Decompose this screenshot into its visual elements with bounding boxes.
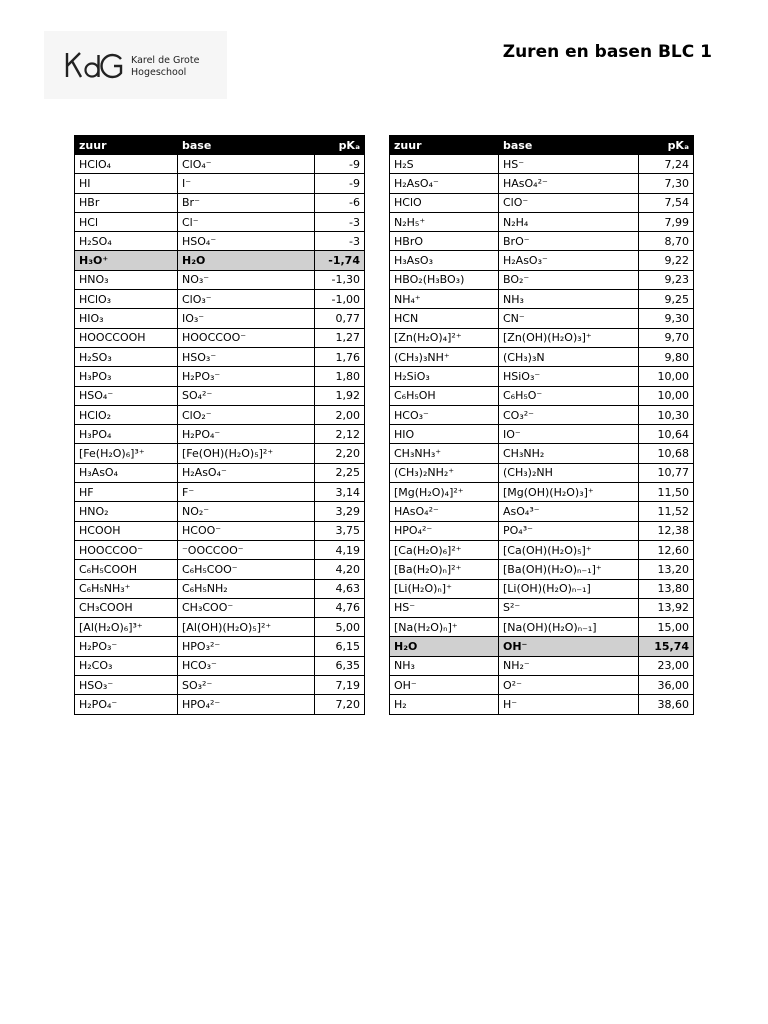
base-cell: CH₃COO⁻ bbox=[178, 598, 315, 617]
acid-cell: HIO₃ bbox=[75, 309, 178, 328]
base-cell: CN⁻ bbox=[499, 309, 639, 328]
table-row bbox=[390, 328, 694, 347]
pka-cell: 10,77 bbox=[639, 463, 694, 482]
table-row bbox=[75, 463, 365, 482]
acid-cell: HNO₂ bbox=[75, 502, 178, 521]
base-cell: HSO₄⁻ bbox=[178, 232, 315, 251]
base-cell: S²⁻ bbox=[499, 598, 639, 617]
table-row bbox=[75, 405, 365, 424]
acid-cell: HF bbox=[75, 483, 178, 502]
acid-cell: HI bbox=[75, 174, 178, 193]
base-cell: HSO₃⁻ bbox=[178, 347, 315, 366]
table-row bbox=[75, 695, 365, 714]
base-cell: NO₃⁻ bbox=[178, 270, 315, 289]
acid-cell: C₆H₅NH₃⁺ bbox=[75, 579, 178, 598]
acid-cell: C₆H₅OH bbox=[390, 386, 499, 405]
pka-cell: 4,20 bbox=[315, 560, 365, 579]
base-cell: Br⁻ bbox=[178, 193, 315, 212]
table-header-row bbox=[390, 136, 694, 155]
table-row bbox=[75, 444, 365, 463]
pka-cell: 9,23 bbox=[639, 270, 694, 289]
pka-cell: 13,20 bbox=[639, 560, 694, 579]
kdg-logo-mark bbox=[64, 51, 124, 79]
base-cell: NH₃ bbox=[499, 290, 639, 309]
pka-cell: 12,38 bbox=[639, 521, 694, 540]
pka-cell: 9,22 bbox=[639, 251, 694, 270]
table-row bbox=[390, 232, 694, 251]
pka-cell: 4,76 bbox=[315, 598, 365, 617]
pka-cell: 2,20 bbox=[315, 444, 365, 463]
pka-cell: 11,52 bbox=[639, 502, 694, 521]
header-base: base bbox=[178, 136, 315, 155]
table-row bbox=[75, 540, 365, 559]
pka-cell: 12,60 bbox=[639, 540, 694, 559]
base-cell: NH₂⁻ bbox=[499, 656, 639, 675]
acid-cell: H₃PO₄ bbox=[75, 425, 178, 444]
base-cell: ClO₄⁻ bbox=[178, 155, 315, 174]
pka-cell: -3 bbox=[315, 212, 365, 231]
acid-cell: H₂SiO₃ bbox=[390, 367, 499, 386]
table-row bbox=[75, 290, 365, 309]
pka-table-right bbox=[389, 135, 694, 715]
base-cell: IO₃⁻ bbox=[178, 309, 315, 328]
table-row bbox=[390, 521, 694, 540]
base-cell: H₂O bbox=[178, 251, 315, 270]
pka-cell: 9,70 bbox=[639, 328, 694, 347]
pka-cell: 3,14 bbox=[315, 483, 365, 502]
pka-cell: 6,35 bbox=[315, 656, 365, 675]
table-row bbox=[75, 637, 365, 656]
pka-cell: -1,30 bbox=[315, 270, 365, 289]
pka-table-left bbox=[74, 135, 365, 715]
pka-cell: -1,74 bbox=[315, 251, 365, 270]
base-cell: (CH₃)₂NH bbox=[499, 463, 639, 482]
base-cell: HCOO⁻ bbox=[178, 521, 315, 540]
base-cell: [Ca(OH)(H₂O)₅]⁺ bbox=[499, 540, 639, 559]
acid-cell: HAsO₄²⁻ bbox=[390, 502, 499, 521]
acid-cell: OH⁻ bbox=[390, 676, 499, 695]
table-row bbox=[75, 656, 365, 675]
acid-cell: NH₄⁺ bbox=[390, 290, 499, 309]
table-row bbox=[390, 290, 694, 309]
base-cell: PO₄³⁻ bbox=[499, 521, 639, 540]
base-cell: HSiO₃⁻ bbox=[499, 367, 639, 386]
table-row bbox=[75, 425, 365, 444]
table-row bbox=[390, 618, 694, 637]
table-row bbox=[75, 598, 365, 617]
base-cell: NO₂⁻ bbox=[178, 502, 315, 521]
base-cell: H⁻ bbox=[499, 695, 639, 714]
acid-cell: H₃AsO₄ bbox=[75, 463, 178, 482]
table-row bbox=[390, 309, 694, 328]
base-cell: N₂H₄ bbox=[499, 212, 639, 231]
pka-cell: 9,25 bbox=[639, 290, 694, 309]
base-cell: O²⁻ bbox=[499, 676, 639, 695]
table-row bbox=[390, 676, 694, 695]
acid-cell: H₃AsO₃ bbox=[390, 251, 499, 270]
acid-cell: HCO₃⁻ bbox=[390, 405, 499, 424]
pka-cell: 38,60 bbox=[639, 695, 694, 714]
base-cell: H₂PO₃⁻ bbox=[178, 367, 315, 386]
base-cell: CH₃NH₂ bbox=[499, 444, 639, 463]
base-cell: H₂AsO₃⁻ bbox=[499, 251, 639, 270]
base-cell: [Ba(OH)(H₂O)ₙ₋₁]⁺ bbox=[499, 560, 639, 579]
pka-cell: 10,64 bbox=[639, 425, 694, 444]
pka-cell: 7,19 bbox=[315, 676, 365, 695]
pka-cell: 1,92 bbox=[315, 386, 365, 405]
acid-cell: CH₃COOH bbox=[75, 598, 178, 617]
base-cell: HOOCCOO⁻ bbox=[178, 328, 315, 347]
header-acid: zuur bbox=[390, 136, 499, 155]
pka-cell: -1,00 bbox=[315, 290, 365, 309]
table-row bbox=[390, 579, 694, 598]
acid-cell: [Ca(H₂O)₆]²⁺ bbox=[390, 540, 499, 559]
pka-cell: 15,00 bbox=[639, 618, 694, 637]
pka-cell: 4,19 bbox=[315, 540, 365, 559]
base-cell: [Zn(OH)(H₂O)₃]⁺ bbox=[499, 328, 639, 347]
pka-cell: 6,15 bbox=[315, 637, 365, 656]
acid-cell: HPO₄²⁻ bbox=[390, 521, 499, 540]
base-cell: SO₄²⁻ bbox=[178, 386, 315, 405]
pka-cell: 7,20 bbox=[315, 695, 365, 714]
base-cell: SO₃²⁻ bbox=[178, 676, 315, 695]
base-cell: HPO₃²⁻ bbox=[178, 637, 315, 656]
table-row bbox=[390, 155, 694, 174]
header-acid: zuur bbox=[75, 136, 178, 155]
table-row bbox=[390, 483, 694, 502]
base-cell: ClO⁻ bbox=[499, 193, 639, 212]
acid-cell: H₂O bbox=[390, 637, 499, 656]
base-cell: BrO⁻ bbox=[499, 232, 639, 251]
acid-cell: H₂PO₄⁻ bbox=[75, 695, 178, 714]
table-row bbox=[390, 174, 694, 193]
table-row bbox=[390, 193, 694, 212]
pka-cell: 15,74 bbox=[639, 637, 694, 656]
table-row bbox=[390, 560, 694, 579]
pka-cell: 3,29 bbox=[315, 502, 365, 521]
table-row bbox=[75, 347, 365, 366]
base-cell: H₂AsO₄⁻ bbox=[178, 463, 315, 482]
table-row bbox=[390, 637, 694, 656]
table-row bbox=[75, 367, 365, 386]
acid-cell: CH₃NH₃⁺ bbox=[390, 444, 499, 463]
base-cell: [Na(OH)(H₂O)ₙ₋₁] bbox=[499, 618, 639, 637]
table-row bbox=[390, 425, 694, 444]
logo-line-2: Hogeschool bbox=[131, 67, 187, 78]
base-cell: F⁻ bbox=[178, 483, 315, 502]
acid-cell: HClO bbox=[390, 193, 499, 212]
table-row bbox=[75, 251, 365, 270]
acid-cell: HClO₂ bbox=[75, 405, 178, 424]
table-row bbox=[390, 405, 694, 424]
table-row bbox=[75, 328, 365, 347]
acid-cell: H₃PO₃ bbox=[75, 367, 178, 386]
header-base: base bbox=[499, 136, 639, 155]
base-cell: C₆H₅COO⁻ bbox=[178, 560, 315, 579]
pka-cell: 3,75 bbox=[315, 521, 365, 540]
pka-cell: 13,80 bbox=[639, 579, 694, 598]
table-row bbox=[390, 367, 694, 386]
acid-cell: HBrO bbox=[390, 232, 499, 251]
acid-cell: [Ba(H₂O)ₙ]²⁺ bbox=[390, 560, 499, 579]
acid-cell: HOOCCOOH bbox=[75, 328, 178, 347]
pka-cell: 5,00 bbox=[315, 618, 365, 637]
acid-cell: H₃O⁺ bbox=[75, 251, 178, 270]
acid-cell: (CH₃)₂NH₂⁺ bbox=[390, 463, 499, 482]
acid-cell: NH₃ bbox=[390, 656, 499, 675]
pka-cell: 2,00 bbox=[315, 405, 365, 424]
table-row bbox=[390, 502, 694, 521]
acid-cell: HOOCCOO⁻ bbox=[75, 540, 178, 559]
table-row bbox=[390, 251, 694, 270]
base-cell: [Li(OH)(H₂O)ₙ₋₁] bbox=[499, 579, 639, 598]
pka-cell: 10,68 bbox=[639, 444, 694, 463]
base-cell: C₆H₅O⁻ bbox=[499, 386, 639, 405]
table-row bbox=[390, 656, 694, 675]
acid-cell: (CH₃)₃NH⁺ bbox=[390, 347, 499, 366]
acid-cell: [Li(H₂O)ₙ]⁺ bbox=[390, 579, 499, 598]
kdg-logo bbox=[44, 31, 227, 99]
table-row bbox=[390, 212, 694, 231]
pka-cell: 11,50 bbox=[639, 483, 694, 502]
table-row bbox=[75, 579, 365, 598]
acid-cell: HSO₄⁻ bbox=[75, 386, 178, 405]
pka-cell: -9 bbox=[315, 155, 365, 174]
pka-cell: 9,80 bbox=[639, 347, 694, 366]
acid-cell: H₂SO₄ bbox=[75, 232, 178, 251]
pka-cell: 1,80 bbox=[315, 367, 365, 386]
base-cell: HPO₄²⁻ bbox=[178, 695, 315, 714]
base-cell: [Mg(OH)(H₂O)₃]⁺ bbox=[499, 483, 639, 502]
pka-cell: 10,00 bbox=[639, 386, 694, 405]
acid-cell: [Mg(H₂O)₄]²⁺ bbox=[390, 483, 499, 502]
pka-cell: 10,00 bbox=[639, 367, 694, 386]
table-row bbox=[390, 270, 694, 289]
base-cell: HAsO₄²⁻ bbox=[499, 174, 639, 193]
page-title: Zuren en basen BLC 1 bbox=[502, 42, 712, 62]
base-cell: AsO₄³⁻ bbox=[499, 502, 639, 521]
table-row bbox=[75, 309, 365, 328]
header-pka: pKₐ bbox=[315, 136, 365, 155]
table-row bbox=[75, 560, 365, 579]
table-row bbox=[390, 598, 694, 617]
acid-cell: H₂AsO₄⁻ bbox=[390, 174, 499, 193]
acid-cell: H₂SO₃ bbox=[75, 347, 178, 366]
acid-cell: HClO₄ bbox=[75, 155, 178, 174]
logo-text bbox=[131, 55, 199, 79]
acid-cell: H₂PO₃⁻ bbox=[75, 637, 178, 656]
acid-cell: HIO bbox=[390, 425, 499, 444]
table-row bbox=[390, 540, 694, 559]
acid-cell: H₂S bbox=[390, 155, 499, 174]
pka-cell: 1,76 bbox=[315, 347, 365, 366]
acid-cell: HBr bbox=[75, 193, 178, 212]
base-cell: HCO₃⁻ bbox=[178, 656, 315, 675]
table-row bbox=[75, 618, 365, 637]
pka-cell: 7,24 bbox=[639, 155, 694, 174]
acid-cell: HBO₂(H₃BO₃) bbox=[390, 270, 499, 289]
base-cell: [Fe(OH)(H₂O)₅]²⁺ bbox=[178, 444, 315, 463]
acid-cell: N₂H₅⁺ bbox=[390, 212, 499, 231]
base-cell: I⁻ bbox=[178, 174, 315, 193]
pka-cell: 0,77 bbox=[315, 309, 365, 328]
acid-cell: HSO₃⁻ bbox=[75, 676, 178, 695]
base-cell: Cl⁻ bbox=[178, 212, 315, 231]
base-cell: ⁻OOCCOO⁻ bbox=[178, 540, 315, 559]
pka-cell: 9,30 bbox=[639, 309, 694, 328]
table-row bbox=[75, 155, 365, 174]
acid-cell: [Zn(H₂O)₄]²⁺ bbox=[390, 328, 499, 347]
pka-cell: -9 bbox=[315, 174, 365, 193]
acid-cell: C₆H₅COOH bbox=[75, 560, 178, 579]
pka-cell: 8,70 bbox=[639, 232, 694, 251]
table-row bbox=[75, 676, 365, 695]
table-row bbox=[75, 193, 365, 212]
table-row bbox=[390, 463, 694, 482]
acid-cell: H₂ bbox=[390, 695, 499, 714]
pka-cell: 2,25 bbox=[315, 463, 365, 482]
pka-cell: 7,30 bbox=[639, 174, 694, 193]
base-cell: [Al(OH)(H₂O)₅]²⁺ bbox=[178, 618, 315, 637]
table-row bbox=[390, 695, 694, 714]
logo-line-1: Karel de Grote bbox=[131, 55, 200, 66]
table-header-row bbox=[75, 136, 365, 155]
pka-cell: 13,92 bbox=[639, 598, 694, 617]
base-cell: IO⁻ bbox=[499, 425, 639, 444]
base-cell: BO₂⁻ bbox=[499, 270, 639, 289]
table-row bbox=[75, 521, 365, 540]
base-cell: C₆H₅NH₂ bbox=[178, 579, 315, 598]
base-cell: ClO₃⁻ bbox=[178, 290, 315, 309]
table-row bbox=[390, 444, 694, 463]
acid-cell: [Na(H₂O)ₙ]⁺ bbox=[390, 618, 499, 637]
acid-cell: HCN bbox=[390, 309, 499, 328]
pka-cell: 7,54 bbox=[639, 193, 694, 212]
table-row bbox=[75, 232, 365, 251]
table-row bbox=[75, 174, 365, 193]
table-row bbox=[75, 483, 365, 502]
acid-cell: HCOOH bbox=[75, 521, 178, 540]
base-cell: CO₃²⁻ bbox=[499, 405, 639, 424]
base-cell: ClO₂⁻ bbox=[178, 405, 315, 424]
acid-cell: H₂CO₃ bbox=[75, 656, 178, 675]
table-row bbox=[75, 386, 365, 405]
pka-cell: 2,12 bbox=[315, 425, 365, 444]
table-row bbox=[390, 347, 694, 366]
header-pka: pKₐ bbox=[639, 136, 694, 155]
pka-cell: 23,00 bbox=[639, 656, 694, 675]
table-row bbox=[75, 270, 365, 289]
pka-cell: 1,27 bbox=[315, 328, 365, 347]
pka-cell: -3 bbox=[315, 232, 365, 251]
acid-cell: [Fe(H₂O)₆]³⁺ bbox=[75, 444, 178, 463]
acid-cell: HS⁻ bbox=[390, 598, 499, 617]
acid-cell: HNO₃ bbox=[75, 270, 178, 289]
pka-cell: 36,00 bbox=[639, 676, 694, 695]
table-row bbox=[75, 502, 365, 521]
pka-cell: 10,30 bbox=[639, 405, 694, 424]
base-cell: HS⁻ bbox=[499, 155, 639, 174]
base-cell: (CH₃)₃N bbox=[499, 347, 639, 366]
acid-cell: [Al(H₂O)₆]³⁺ bbox=[75, 618, 178, 637]
acid-cell: HCl bbox=[75, 212, 178, 231]
pka-cell: -6 bbox=[315, 193, 365, 212]
table-row bbox=[75, 212, 365, 231]
base-cell: OH⁻ bbox=[499, 637, 639, 656]
pka-cell: 4,63 bbox=[315, 579, 365, 598]
base-cell: H₂PO₄⁻ bbox=[178, 425, 315, 444]
pka-cell: 7,99 bbox=[639, 212, 694, 231]
table-row bbox=[390, 386, 694, 405]
acid-cell: HClO₃ bbox=[75, 290, 178, 309]
